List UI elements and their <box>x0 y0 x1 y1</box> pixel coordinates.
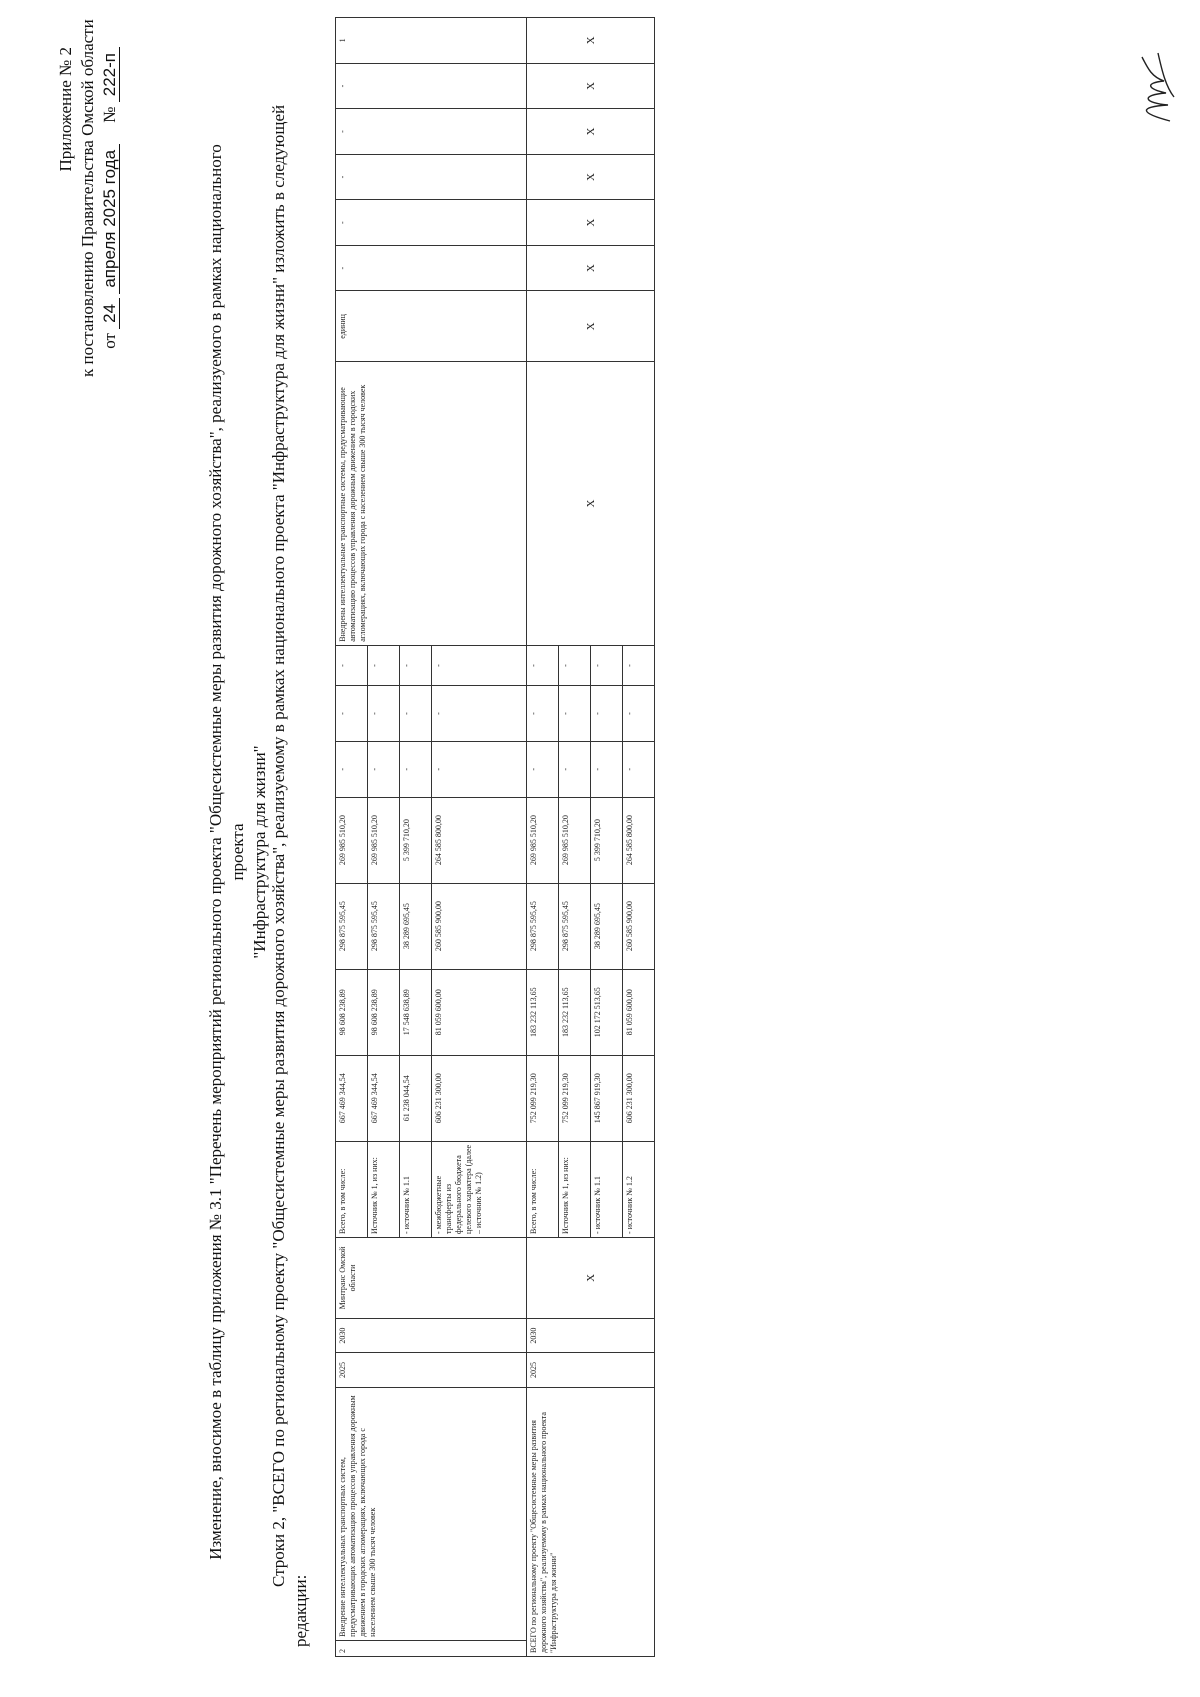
document-title: Изменение, вносимое в таблицу приложения № 3.1 "Перечень мероприятий регионального проекта "Общесистемные меры развития дорожного хозяйства", реализуемого в рамках национального проекта "Инфраструктура для жизни" <box>206 144 269 1560</box>
table-row: - источник № 1.1 145 867 919,30 102 172 513,65 38 289 695,45 5 399 710,20 - - - <box>591 18 623 1657</box>
section-heading: Строки 2, "ВСЕГО по региональному проекту "Общесистемные меры развития дорожного хозяйства", реализуемому в рамках национального проекта "Инфраструктура для жизни" изложить в следующей редакции: <box>269 104 310 1647</box>
table-row: - источник № 1.1 61 238 044,54 17 548 638,89 38 289 695,45 5 399 710,20 - - - <box>400 18 432 1657</box>
unit: единиц <box>336 291 527 362</box>
handwritten-signature-icon <box>1130 47 1180 127</box>
appendix-number: Приложение № 2 <box>56 47 75 172</box>
executor: Минтранс Омской области <box>336 1237 527 1318</box>
appendix-date-line: от 24 апреля 2025 года № 222-п <box>99 47 121 377</box>
table-row-total: ВСЕГО по региональному проекту "Общесистемные меры развития дорожного хозяйства", реализуемому в рамках национального проекта "Инфраструктура для жизни" 2025 2030 X Всего, в том числе: 752 099 219,30 183 232 113,65 298 875 595,45 269 985 510,20 - - - X X X X X X X X <box>527 18 559 1657</box>
appendix-header <box>55 19 121 377</box>
total-name: ВСЕГО по региональному проекту "Общесистемные меры развития дорожного хозяйства", реализуемому в рамках национального проекта "Инфраструктура для жизни" <box>527 1387 655 1656</box>
measure-name: Внедрение интеллектуальных транспортных систем, предусматривающих автоматизацию процессов управления дорожным движением в городских агломерациях, включающих города с населением свыше 300 тысяч человек <box>336 1387 527 1640</box>
table-row: - межбюджетные трансферты из федерального бюджета целевого характера (далее – источник № 1.2) 606 231 300,00 81 059 600,00 260 585 900,00 264 585 800,00 - - - <box>432 18 527 1657</box>
measures-table <box>335 17 655 1657</box>
date-day: 24 <box>100 298 120 329</box>
table-row: 2 Внедрение интеллектуальных транспортных систем, предусматривающих автоматизацию процессов управления дорожным движением в городских агломерациях, включающих города с населением свыше 300 тысяч человек 2025 2030 Минтранс Омской области Всего, в том числе: 667 469 344,54 98 608 238,89 298 875 595,45 269 985 510,20 - - - Внедрены интеллектуальные транспортные системы, предусматривающие автоматизацию процессов управления дорожным движением в городских агломерациях, включающих города с населением свыше 300 тысяч человек единиц - - - - - 1 <box>336 18 368 1657</box>
result-description: Внедрены интеллектуальные транспортные системы, предусматривающие автоматизацию процессов управления дорожным движением в городских агломерациях, включающих города с населением свыше 300 тысяч человек <box>336 362 527 645</box>
row-number: 2 <box>336 1640 527 1656</box>
appendix-decree: к постановлению Правительства Омской области <box>78 19 97 377</box>
table-row: Источник № 1, из них: 667 469 344,54 98 608 238,89 298 875 595,45 269 985 510,20 - - - <box>368 18 400 1657</box>
decree-number: 222-п <box>100 47 120 102</box>
table-row: Источник № 1, из них: 752 099 219,30 183 232 113,65 298 875 595,45 269 985 510,20 - - - <box>559 18 591 1657</box>
table-row: - источник № 1.2 606 231 300,00 81 059 600,00 260 585 900,00 264 585 800,00 - - - <box>623 18 655 1657</box>
date-month-year: апреля 2025 года <box>100 144 120 294</box>
